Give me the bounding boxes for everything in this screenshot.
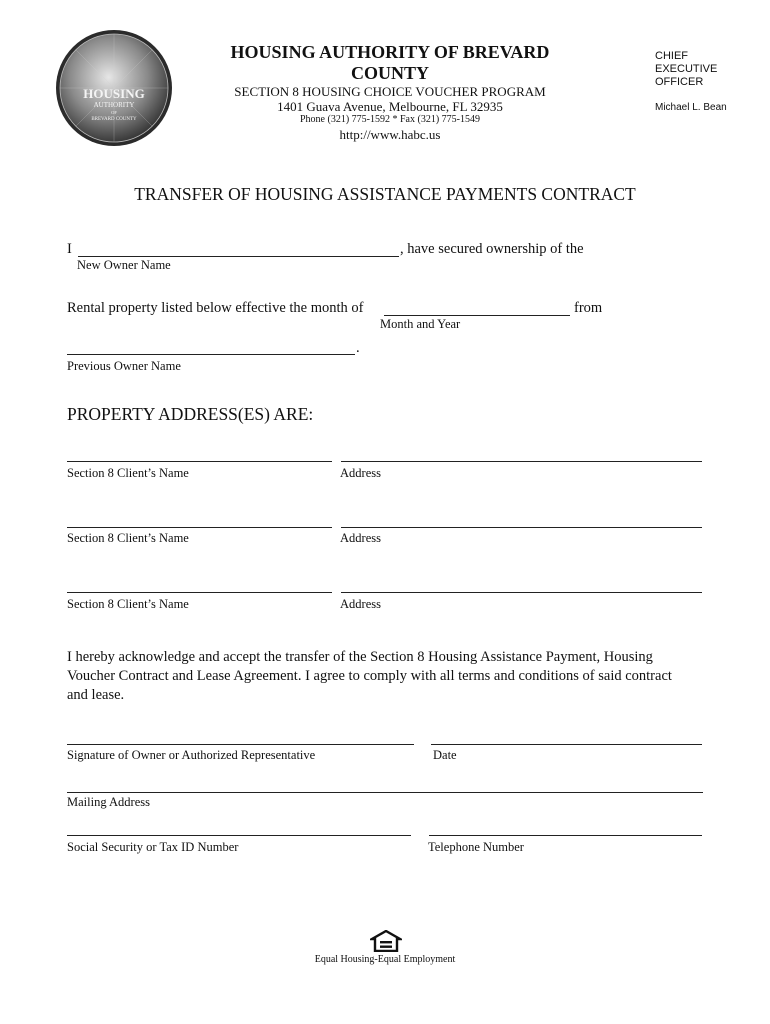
equal-housing-text: Equal Housing-Equal Employment	[314, 954, 456, 965]
ssn-label: Social Security or Tax ID Number	[67, 840, 239, 854]
ceo-title-line1: CHIEF	[655, 50, 688, 62]
org-phone-fax: Phone (321) 775-1592 * Fax (321) 775-1549	[300, 114, 480, 125]
previous-owner-label: Previous Owner Name	[67, 359, 181, 373]
client-address-label-1: Address	[340, 466, 381, 480]
seal-text-line4: BREVARD COUNTY	[91, 117, 137, 122]
ceo-title	[655, 50, 717, 89]
rental-from: from	[574, 300, 603, 316]
ceo-name: Michael L. Bean	[655, 102, 727, 113]
client-name-field-3[interactable]	[67, 592, 332, 593]
property-heading: PROPERTY ADDRESS(ES) ARE:	[67, 404, 314, 424]
rental-text: Rental property listed below effective the month of	[67, 300, 364, 316]
org-address: 1401 Guava Avenue, Melbourne, FL 32935	[277, 99, 503, 114]
new-owner-label: New Owner Name	[77, 258, 171, 272]
org-website[interactable]: http://www.habc.us	[339, 127, 441, 142]
mailing-address-field[interactable]	[67, 792, 703, 793]
acknowledgement-line2: Voucher Contract and Lease Agreement. I agree to comply with all terms and conditions of said contract	[67, 668, 672, 684]
owner-prefix: I	[67, 241, 72, 257]
month-year-field[interactable]	[384, 315, 570, 316]
form-title: TRANSFER OF HOUSING ASSISTANCE PAYMENTS CONTRACT	[134, 184, 636, 204]
signature-label: Signature of Owner or Authorized Representative	[67, 748, 316, 762]
equal-housing-icon	[370, 930, 402, 952]
month-year-label: Month and Year	[380, 317, 461, 331]
client-name-label-2: Section 8 Client’s Name	[67, 531, 189, 545]
org-name-line1: HOUSING AUTHORITY OF BREVARD	[230, 42, 550, 62]
client-address-label-2: Address	[340, 531, 381, 545]
previous-owner-field[interactable]	[67, 354, 355, 355]
acknowledgement-line3: and lease.	[67, 687, 125, 703]
ceo-title-line2: EXECUTIVE	[655, 63, 718, 75]
ceo-title-line3: OFFICER	[655, 76, 704, 88]
client-name-field-1[interactable]	[67, 461, 332, 462]
client-name-label-3: Section 8 Client’s Name	[67, 597, 189, 611]
signature-field[interactable]	[67, 744, 414, 745]
telephone-field[interactable]	[429, 835, 702, 836]
new-owner-name-field[interactable]	[78, 256, 399, 257]
client-address-field-2[interactable]	[341, 527, 702, 528]
client-address-label-3: Address	[340, 597, 381, 611]
program-name: SECTION 8 HOUSING CHOICE VOUCHER PROGRAM	[234, 84, 546, 99]
acknowledgement-line1: I hereby acknowledge and accept the transfer of the Section 8 Housing Assistance Payment, Housing	[67, 649, 653, 665]
client-name-label-1: Section 8 Client’s Name	[67, 466, 189, 480]
org-name	[200, 42, 580, 84]
acknowledgement-paragraph	[67, 648, 717, 705]
client-address-field-3[interactable]	[341, 592, 702, 593]
seal-text-line1: HOUSING	[83, 86, 145, 101]
org-name-line2: COUNTY	[350, 63, 429, 83]
owner-suffix: , have secured ownership of the	[400, 241, 584, 257]
date-field[interactable]	[431, 744, 702, 745]
ssn-field[interactable]	[67, 835, 411, 836]
telephone-label: Telephone Number	[428, 840, 524, 854]
seal-text-line2: AUTHORITY	[93, 101, 135, 109]
client-name-field-2[interactable]	[67, 527, 332, 528]
seal-text-line3: OF	[111, 110, 117, 115]
client-address-field-1[interactable]	[341, 461, 702, 462]
date-label: Date	[433, 748, 457, 762]
housing-authority-seal	[54, 28, 174, 148]
mailing-address-label: Mailing Address	[67, 795, 150, 809]
previous-owner-period: .	[356, 340, 360, 356]
